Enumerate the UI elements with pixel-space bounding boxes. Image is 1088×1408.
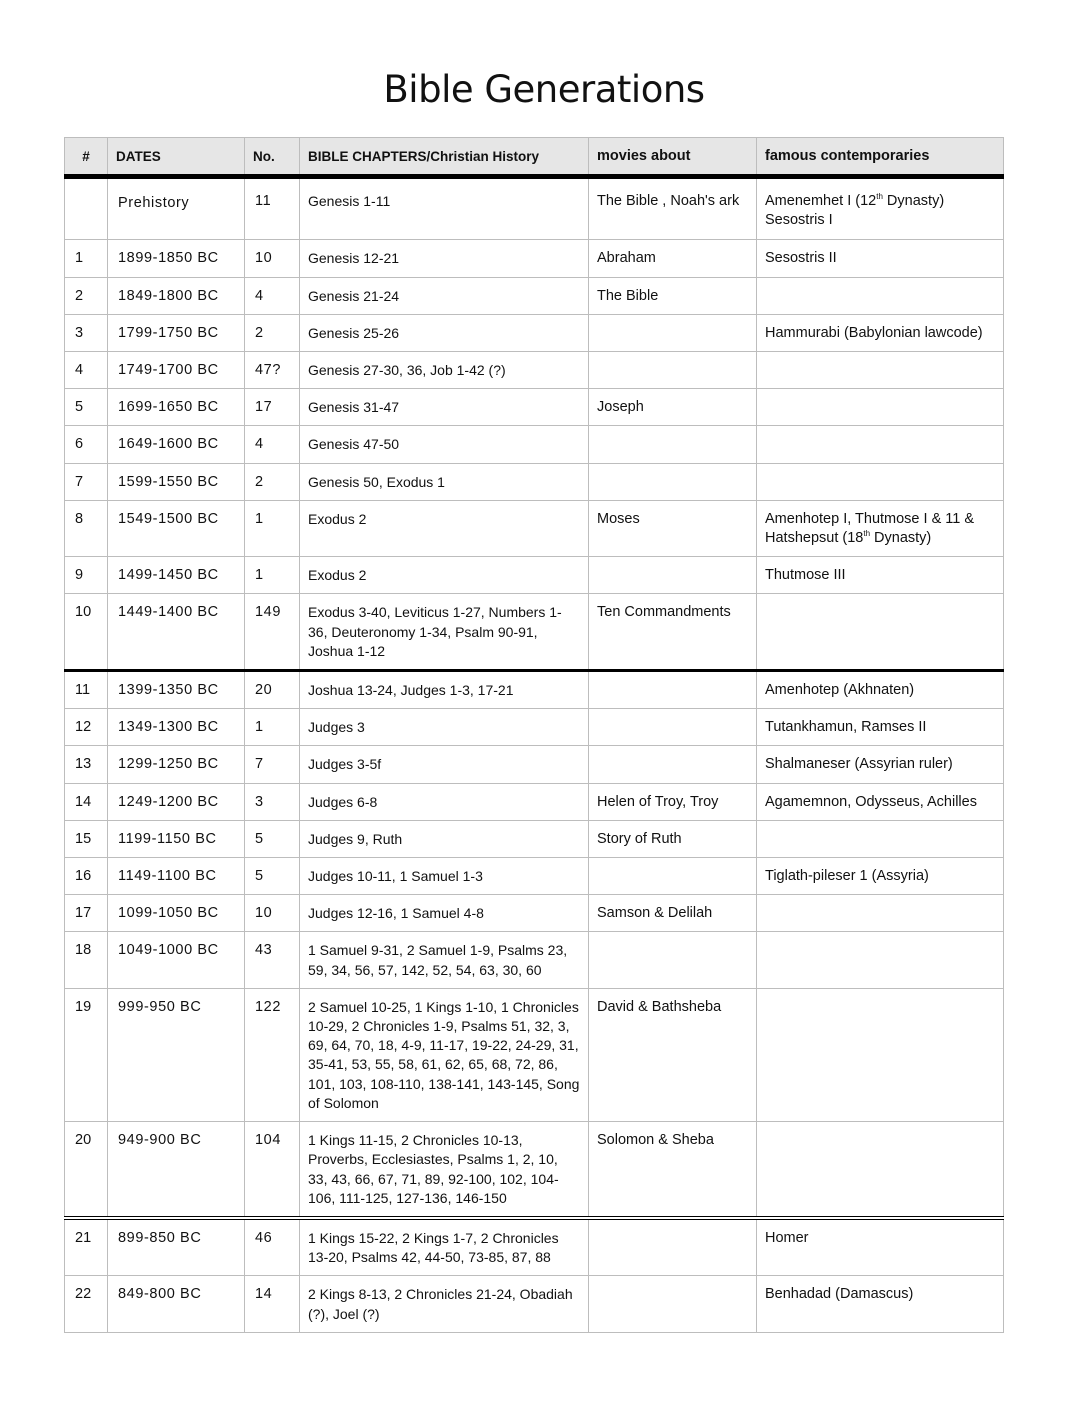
cell-number: 21 — [65, 1218, 108, 1276]
cell-count: 10 — [245, 240, 300, 277]
cell-chapters: 2 Samuel 10-25, 1 Kings 1-10, 1 Chronicles 10-29, 2 Chronicles 1-9, Psalms 51, 32, 3, 69, 64, 70, 18, 4-9, 11-17, 19-22, 24-29, 31, 35-41, 53, 55, 58, 61, 62, 65, 68, 72, 86, 101, 103, 108-110, 138-141, 143-145, Song of Solomon — [300, 988, 589, 1121]
cell-dates: 1249-1200 BC — [108, 783, 245, 820]
cell-dates: 1799-1750 BC — [108, 314, 245, 351]
cell-dates: 1849-1800 BC — [108, 277, 245, 314]
table-row — [65, 895, 1004, 932]
cell-number: 4 — [65, 352, 108, 389]
cell-movies — [589, 463, 757, 500]
table-row — [65, 426, 1004, 463]
cell-contemporaries: Amenhotep (Akhnaten) — [757, 671, 1004, 709]
cell-movies: Story of Ruth — [589, 820, 757, 857]
cell-movies — [589, 858, 757, 895]
cell-dates: 899-850 BC — [108, 1218, 245, 1276]
table-row — [65, 820, 1004, 857]
cell-movies: Abraham — [589, 240, 757, 277]
cell-count: 14 — [245, 1276, 300, 1332]
cell-movies — [589, 426, 757, 463]
cell-dates: 1599-1550 BC — [108, 463, 245, 500]
table-row — [65, 557, 1004, 594]
cell-number: 20 — [65, 1122, 108, 1218]
cell-movies — [589, 1276, 757, 1332]
cell-count: 1 — [245, 500, 300, 556]
cell-movies — [589, 932, 757, 988]
cell-chapters: 2 Kings 8-13, 2 Chronicles 21-24, Obadiah (?), Joel (?) — [300, 1276, 589, 1332]
cell-chapters: Genesis 12-21 — [300, 240, 589, 277]
cell-dates: 1449-1400 BC — [108, 594, 245, 671]
cell-movies — [589, 352, 757, 389]
cell-number: 18 — [65, 932, 108, 988]
table-row — [65, 1122, 1004, 1218]
cell-contemporaries — [757, 500, 1004, 556]
cell-dates: 1099-1050 BC — [108, 895, 245, 932]
table-row — [65, 177, 1004, 240]
table-row — [65, 314, 1004, 351]
cell-count: 4 — [245, 426, 300, 463]
cell-number — [65, 177, 108, 240]
cell-count: 7 — [245, 746, 300, 783]
cell-count: 149 — [245, 594, 300, 671]
contemporaries-text: Amenhotep I, Thutmose I & 11 & Hatshepsut (18 — [765, 510, 975, 547]
cell-contemporaries — [757, 932, 1004, 988]
table-row — [65, 932, 1004, 988]
cell-chapters: Genesis 21-24 — [300, 277, 589, 314]
cell-count: 122 — [245, 988, 300, 1121]
column-header-chapters: BIBLE CHAPTERS/Christian History — [300, 138, 589, 177]
cell-count: 5 — [245, 820, 300, 857]
cell-movies — [589, 557, 757, 594]
cell-contemporaries — [757, 463, 1004, 500]
table-row — [65, 671, 1004, 709]
cell-number: 9 — [65, 557, 108, 594]
cell-chapters: Genesis 1-11 — [300, 177, 589, 240]
cell-chapters: Genesis 50, Exodus 1 — [300, 463, 589, 500]
cell-contemporaries — [757, 895, 1004, 932]
cell-movies: Solomon & Sheba — [589, 1122, 757, 1218]
cell-movies: Helen of Troy, Troy — [589, 783, 757, 820]
cell-dates: 1299-1250 BC — [108, 746, 245, 783]
cell-dates: 999-950 BC — [108, 988, 245, 1121]
cell-contemporaries — [757, 594, 1004, 671]
cell-number: 19 — [65, 988, 108, 1121]
page-title: Bible Generations — [383, 68, 705, 111]
cell-number: 3 — [65, 314, 108, 351]
cell-chapters: 1 Kings 11-15, 2 Chronicles 10-13, Proverbs, Ecclesiastes, Psalms 1, 2, 10, 33, 43, 66, 67, 71, 89, 92-100, 102, 104-106, 111-125, 127-136, 146-150 — [300, 1122, 589, 1218]
table-row — [65, 1218, 1004, 1276]
cell-movies: David & Bathsheba — [589, 988, 757, 1121]
cell-chapters: 1 Samuel 9-31, 2 Samuel 1-9, Psalms 23, 59, 34, 56, 57, 142, 52, 54, 63, 30, 60 — [300, 932, 589, 988]
cell-count: 2 — [245, 463, 300, 500]
cell-contemporaries — [757, 277, 1004, 314]
cell-contemporaries: Agamemnon, Odysseus, Achilles — [757, 783, 1004, 820]
cell-number: 16 — [65, 858, 108, 895]
cell-number: 2 — [65, 277, 108, 314]
cell-dates: Prehistory — [108, 177, 245, 240]
cell-contemporaries: Hammurabi (Babylonian lawcode) — [757, 314, 1004, 351]
cell-dates: 1199-1150 BC — [108, 820, 245, 857]
column-header-movies: movies about — [589, 138, 757, 177]
cell-contemporaries: Shalmaneser (Assyrian ruler) — [757, 746, 1004, 783]
contemporaries-text-line2: Sesostris I — [765, 212, 833, 229]
cell-chapters: Genesis 31-47 — [300, 389, 589, 426]
cell-movies: Joseph — [589, 389, 757, 426]
cell-contemporaries — [757, 426, 1004, 463]
cell-contemporaries — [757, 352, 1004, 389]
cell-dates: 1649-1600 BC — [108, 426, 245, 463]
cell-dates: 1149-1100 BC — [108, 858, 245, 895]
column-header-contemporaries: famous contemporaries — [757, 138, 1004, 177]
contemporaries-text: Amenemhet I (12 — [765, 193, 877, 209]
cell-chapters: Genesis 25-26 — [300, 314, 589, 351]
cell-number: 22 — [65, 1276, 108, 1332]
table-row — [65, 746, 1004, 783]
contemporaries-text-rest: Dynasty) — [870, 530, 932, 547]
cell-number: 8 — [65, 500, 108, 556]
cell-chapters: Judges 12-16, 1 Samuel 4-8 — [300, 895, 589, 932]
cell-chapters: Genesis 47-50 — [300, 426, 589, 463]
cell-count: 104 — [245, 1122, 300, 1218]
cell-chapters: Judges 6-8 — [300, 783, 589, 820]
cell-contemporaries: Sesostris II — [757, 240, 1004, 277]
cell-count: 46 — [245, 1218, 300, 1276]
cell-movies: Ten Commandments — [589, 594, 757, 671]
cell-chapters: Judges 9, Ruth — [300, 820, 589, 857]
cell-chapters: Exodus 3-40, Leviticus 1-27, Numbers 1-36, Deuteronomy 1-34, Psalm 90-91, Joshua 1-12 — [300, 594, 589, 671]
cell-chapters: Judges 3-5f — [300, 746, 589, 783]
cell-dates: 949-900 BC — [108, 1122, 245, 1218]
cell-movies — [589, 671, 757, 709]
cell-dates: 1549-1500 BC — [108, 500, 245, 556]
cell-dates: 1499-1450 BC — [108, 557, 245, 594]
cell-dates: 1349-1300 BC — [108, 709, 245, 746]
cell-count: 1 — [245, 709, 300, 746]
table-row — [65, 463, 1004, 500]
cell-movies — [589, 314, 757, 351]
cell-number: 13 — [65, 746, 108, 783]
cell-movies — [589, 746, 757, 783]
cell-number: 1 — [65, 240, 108, 277]
cell-number: 11 — [65, 671, 108, 709]
table-row — [65, 277, 1004, 314]
cell-count: 4 — [245, 277, 300, 314]
cell-contemporaries — [757, 820, 1004, 857]
table-row — [65, 1276, 1004, 1332]
cell-number: 7 — [65, 463, 108, 500]
table-row — [65, 240, 1004, 277]
table-row — [65, 988, 1004, 1121]
ordinal-superscript: th — [876, 192, 883, 202]
cell-chapters: Joshua 13-24, Judges 1-3, 17-21 — [300, 671, 589, 709]
cell-contemporaries: Tiglath-pileser 1 (Assyria) — [757, 858, 1004, 895]
table-row — [65, 389, 1004, 426]
table-row — [65, 709, 1004, 746]
cell-count: 47? — [245, 352, 300, 389]
cell-dates: 1049-1000 BC — [108, 932, 245, 988]
ordinal-superscript: th — [863, 529, 871, 539]
cell-count: 10 — [245, 895, 300, 932]
cell-contemporaries — [757, 177, 1004, 240]
column-header-dates: DATES — [108, 138, 245, 177]
cell-count: 43 — [245, 932, 300, 988]
cell-chapters: 1 Kings 15-22, 2 Kings 1-7, 2 Chronicles 13-20, Psalms 42, 44-50, 73-85, 87, 88 — [300, 1218, 589, 1276]
cell-movies: The Bible , Noah's ark — [589, 177, 757, 240]
cell-contemporaries — [757, 1122, 1004, 1218]
cell-number: 12 — [65, 709, 108, 746]
cell-count: 3 — [245, 783, 300, 820]
cell-movies — [589, 709, 757, 746]
cell-number: 5 — [65, 389, 108, 426]
cell-count: 1 — [245, 557, 300, 594]
table-row — [65, 783, 1004, 820]
table-row — [65, 594, 1004, 671]
cell-contemporaries: Benhadad (Damascus) — [757, 1276, 1004, 1332]
cell-dates: 849-800 BC — [108, 1276, 245, 1332]
cell-contemporaries — [757, 988, 1004, 1121]
cell-number: 14 — [65, 783, 108, 820]
table-header-row — [65, 138, 1004, 177]
cell-movies: The Bible — [589, 277, 757, 314]
cell-contemporaries: Homer — [757, 1218, 1004, 1276]
contemporaries-text-rest: Dynasty) — [882, 193, 945, 209]
cell-dates: 1399-1350 BC — [108, 671, 245, 709]
column-header-number: # — [65, 138, 108, 177]
cell-number: 17 — [65, 895, 108, 932]
cell-count: 17 — [245, 389, 300, 426]
table-row — [65, 500, 1004, 556]
cell-dates: 1899-1850 BC — [108, 240, 245, 277]
cell-count: 5 — [245, 858, 300, 895]
cell-movies: Samson & Delilah — [589, 895, 757, 932]
cell-number: 6 — [65, 426, 108, 463]
cell-count: 2 — [245, 314, 300, 351]
cell-number: 15 — [65, 820, 108, 857]
cell-number: 10 — [65, 594, 108, 671]
cell-movies — [589, 1218, 757, 1276]
cell-chapters: Judges 3 — [300, 709, 589, 746]
table-row — [65, 352, 1004, 389]
cell-movies: Moses — [589, 500, 757, 556]
cell-contemporaries — [757, 389, 1004, 426]
cell-contemporaries: Tutankhamun, Ramses II — [757, 709, 1004, 746]
cell-chapters: Exodus 2 — [300, 500, 589, 556]
cell-contemporaries: Thutmose III — [757, 557, 1004, 594]
cell-dates: 1749-1700 BC — [108, 352, 245, 389]
cell-count: 11 — [245, 177, 300, 240]
cell-chapters: Exodus 2 — [300, 557, 589, 594]
generations-table — [64, 137, 1004, 1333]
cell-count: 20 — [245, 671, 300, 709]
table-row — [65, 858, 1004, 895]
cell-chapters: Judges 10-11, 1 Samuel 1-3 — [300, 858, 589, 895]
cell-chapters: Genesis 27-30, 36, Job 1-42 (?) — [300, 352, 589, 389]
cell-dates: 1699-1650 BC — [108, 389, 245, 426]
column-header-count: No. — [245, 138, 300, 177]
